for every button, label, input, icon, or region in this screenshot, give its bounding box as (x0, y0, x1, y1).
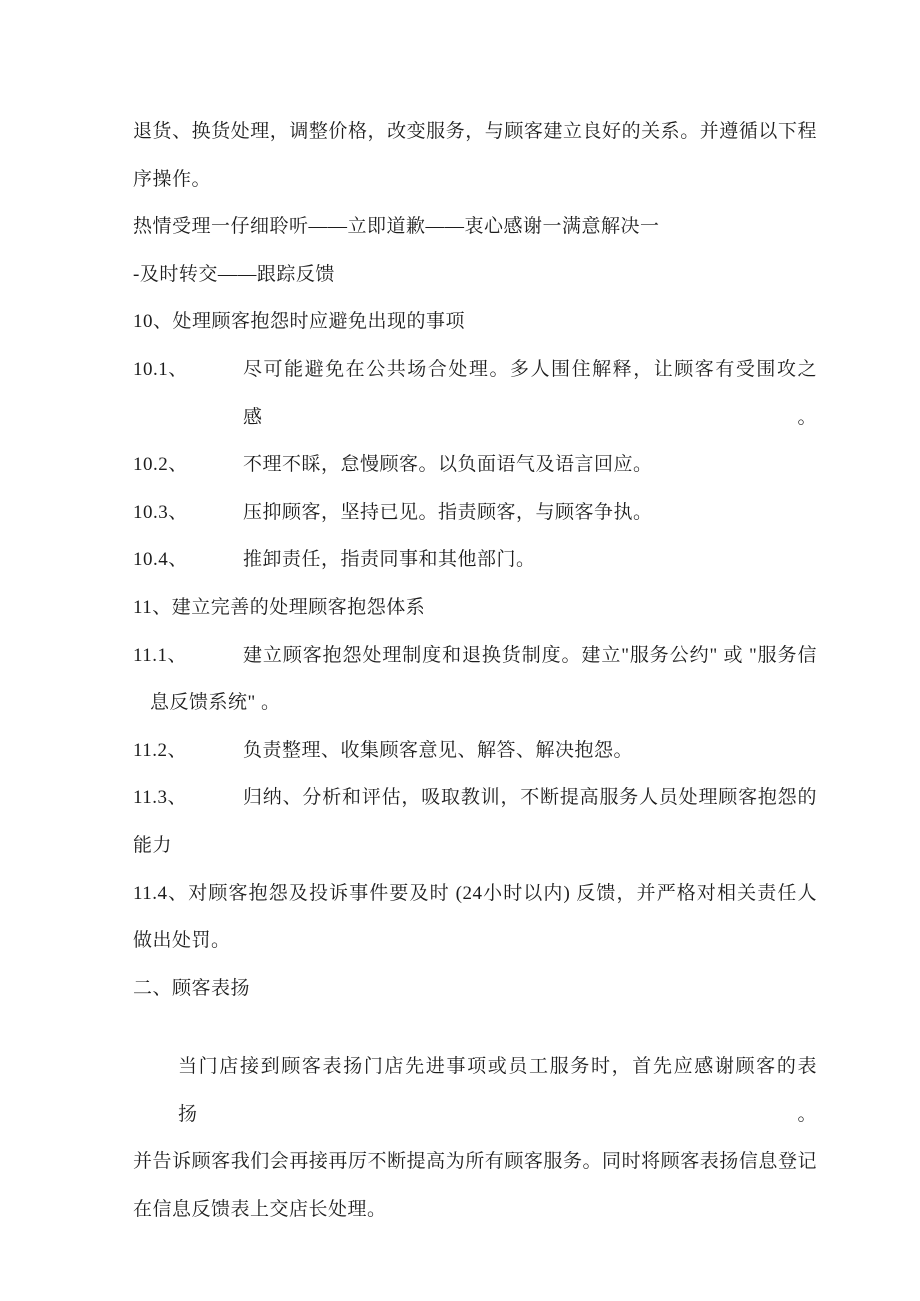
text-line (133, 536, 817, 584)
text-line: 热情受理一仔细聆听——立即道歉——衷心感谢一满意解决一 (133, 216, 660, 238)
text-line (133, 727, 817, 775)
text-line: 能力 (133, 834, 173, 856)
text-line: 做出处罚。 (133, 930, 231, 952)
line-text: 不理不睬，怠慢顾客。以负面语气及语言回应。 (243, 454, 653, 476)
text-line (133, 489, 817, 537)
list-number: 10.3、 (133, 501, 188, 523)
list-number: 10.2、 (133, 454, 188, 476)
list-number: 10.1、 (133, 358, 188, 380)
line-text: 推卸责任，指责同事和其他部门。 (243, 549, 536, 571)
text-line: 退货、换货处理，调整价格，改变服务，与顾客建立良好的关系。并遵循以下程 (133, 121, 817, 142)
list-number: 11.3、 (133, 787, 188, 809)
text-line (133, 441, 817, 489)
text-line: 并告诉顾客我们会再接再厉不断提高为所有顾客服务。同时将顾客表扬信息登记 (133, 1151, 817, 1173)
list-number: 11.1、 (133, 644, 188, 666)
text-line: 11.4、对顾客抱怨及投诉事件要及时 (24小时以内) 反馈，并严格对相关责任人 (133, 882, 817, 904)
line-text: 归纳、分析和评估，吸取教训，不断提高服务人员处理顾客抱怨的 (243, 787, 817, 809)
text-line: 序操作。 (133, 168, 212, 190)
line-text: 压抑顾客，坚持已见。指责顾客，与顾客争执。 (243, 501, 653, 523)
line-text: 负责整理、收集顾客意见、解答、解决抱怨。 (243, 739, 634, 761)
text-line: -及时转交——跟踪反馈 (133, 263, 335, 285)
line-text: 建立顾客抱怨处理制度和退换货制度。建立"服务公约" 或 "服务信 (243, 644, 817, 666)
text-line (133, 632, 817, 680)
text-line: 10、处理顾客抱怨时应避免出现的事项 (133, 311, 466, 333)
list-number: 11.2、 (133, 739, 188, 761)
text-line: 当门店接到顾客表扬门店先进事项或员工服务时，首先应感谢顾客的表扬。 (178, 1056, 817, 1125)
text-line (133, 346, 817, 441)
text-line: 二、顾客表扬 (133, 977, 251, 999)
text-line (133, 774, 817, 822)
text-line: 在信息反馈表上交店长处理。 (133, 1199, 387, 1221)
line-text: 尽可能避免在公共场合处理。多人围住解释，让顾客有受围攻之感。 (243, 358, 817, 428)
document-body (133, 108, 817, 1234)
list-number: 10.4、 (133, 549, 188, 571)
text-line: 息反馈系统" 。 (150, 692, 281, 714)
text-line: 11、建立完善的处理顾客抱怨体系 (133, 596, 426, 618)
